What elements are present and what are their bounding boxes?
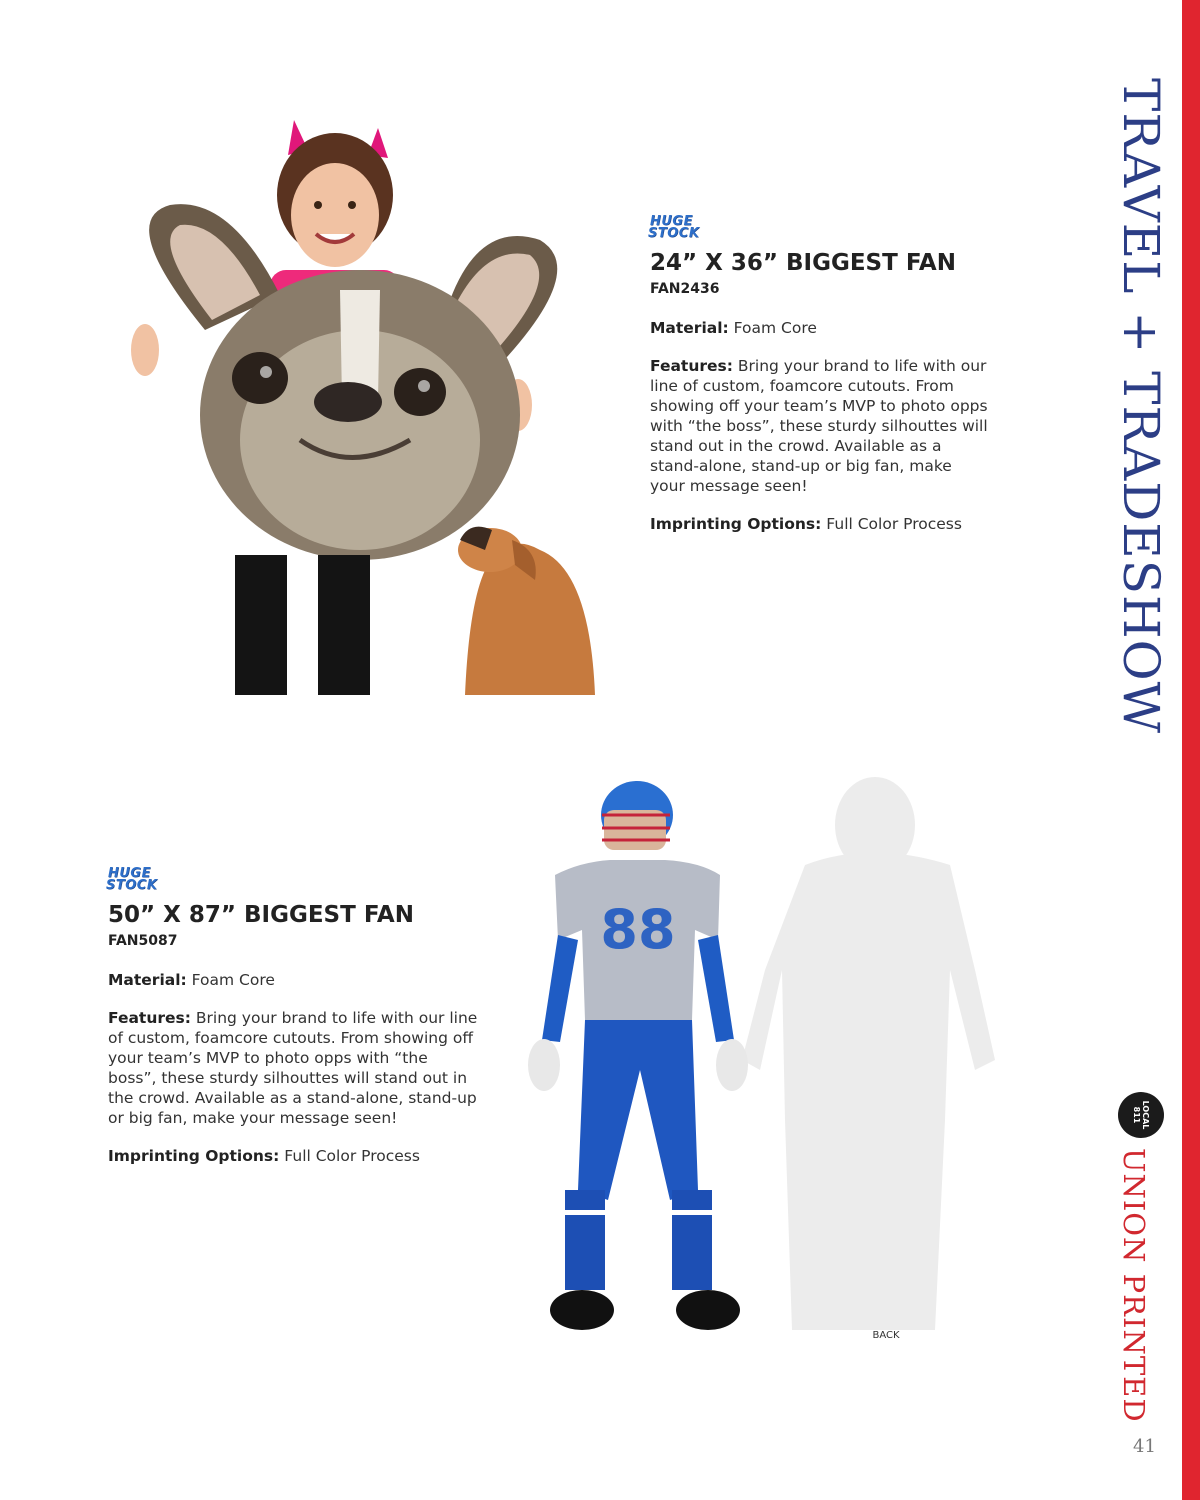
union-badge-icon bbox=[1118, 1092, 1164, 1138]
red-accent-bar bbox=[1182, 0, 1200, 1500]
features-paragraph bbox=[650, 356, 990, 496]
back-silhouette bbox=[742, 777, 995, 1330]
page-number: 41 bbox=[1133, 1436, 1156, 1457]
features-label: Features: bbox=[108, 1009, 191, 1027]
product-sku: FAN2436 bbox=[650, 281, 720, 297]
material-value: Foam Core bbox=[191, 971, 275, 989]
imprint-label: Imprinting Options: bbox=[108, 1147, 280, 1165]
material-line bbox=[650, 318, 990, 338]
huge-stock-logo bbox=[108, 868, 478, 892]
logo-line-1: HUGE bbox=[108, 866, 151, 881]
imprint-line bbox=[650, 514, 990, 534]
huge-stock-logo bbox=[650, 216, 990, 240]
features-text: Bring your brand to life with our line of custom, foamcore cutouts. From showing off your team’s MVP to photo opps with “the boss”, these sturdy silhouttes will stand out in the crowd. Available as a stand-alone, stand-up or big fan, make your message seen! bbox=[108, 1009, 478, 1127]
imprint-label: Imprinting Options: bbox=[650, 515, 822, 533]
section-title: TRAVEL + TRADESHOW bbox=[1112, 78, 1170, 735]
material-label: Material: bbox=[108, 971, 187, 989]
imprint-line bbox=[108, 1146, 478, 1166]
product-title: 24” X 36” BIGGEST FAN bbox=[650, 250, 956, 276]
features-paragraph bbox=[108, 1008, 478, 1128]
imprint-value: Full Color Process bbox=[284, 1147, 420, 1165]
material-value: Foam Core bbox=[733, 319, 817, 337]
product-sku: FAN5087 bbox=[108, 933, 178, 949]
back-label: BACK bbox=[872, 1330, 900, 1341]
football-player-cutout-image bbox=[520, 770, 1010, 1350]
features-label: Features: bbox=[650, 357, 733, 375]
jersey-number: 88 bbox=[600, 898, 676, 961]
badge-text: LOCAL 811 bbox=[1132, 1100, 1150, 1130]
material-label: Material: bbox=[650, 319, 729, 337]
features-text: Bring your brand to life with our line of custom, foamcore cutouts. From showing off your team’s MVP to photo opps with “the boss”, these sturdy silhouttes will stand out in the crowd. Available as a stand-alone, stand-up or big fan, make your message seen! bbox=[650, 357, 988, 495]
brand-name: UNION PRINTED bbox=[1117, 1148, 1151, 1423]
logo-line-1: HUGE bbox=[650, 214, 693, 229]
logo-line-2: STOCK bbox=[648, 226, 700, 241]
material-line bbox=[108, 970, 478, 990]
product-title: 50” X 87” BIGGEST FAN bbox=[108, 902, 414, 928]
logo-line-2: STOCK bbox=[106, 878, 158, 893]
product-fan5087 bbox=[108, 868, 478, 1166]
product-fan2436 bbox=[650, 216, 990, 534]
dog-face-cutout-image bbox=[120, 110, 610, 700]
imprint-value: Full Color Process bbox=[826, 515, 962, 533]
